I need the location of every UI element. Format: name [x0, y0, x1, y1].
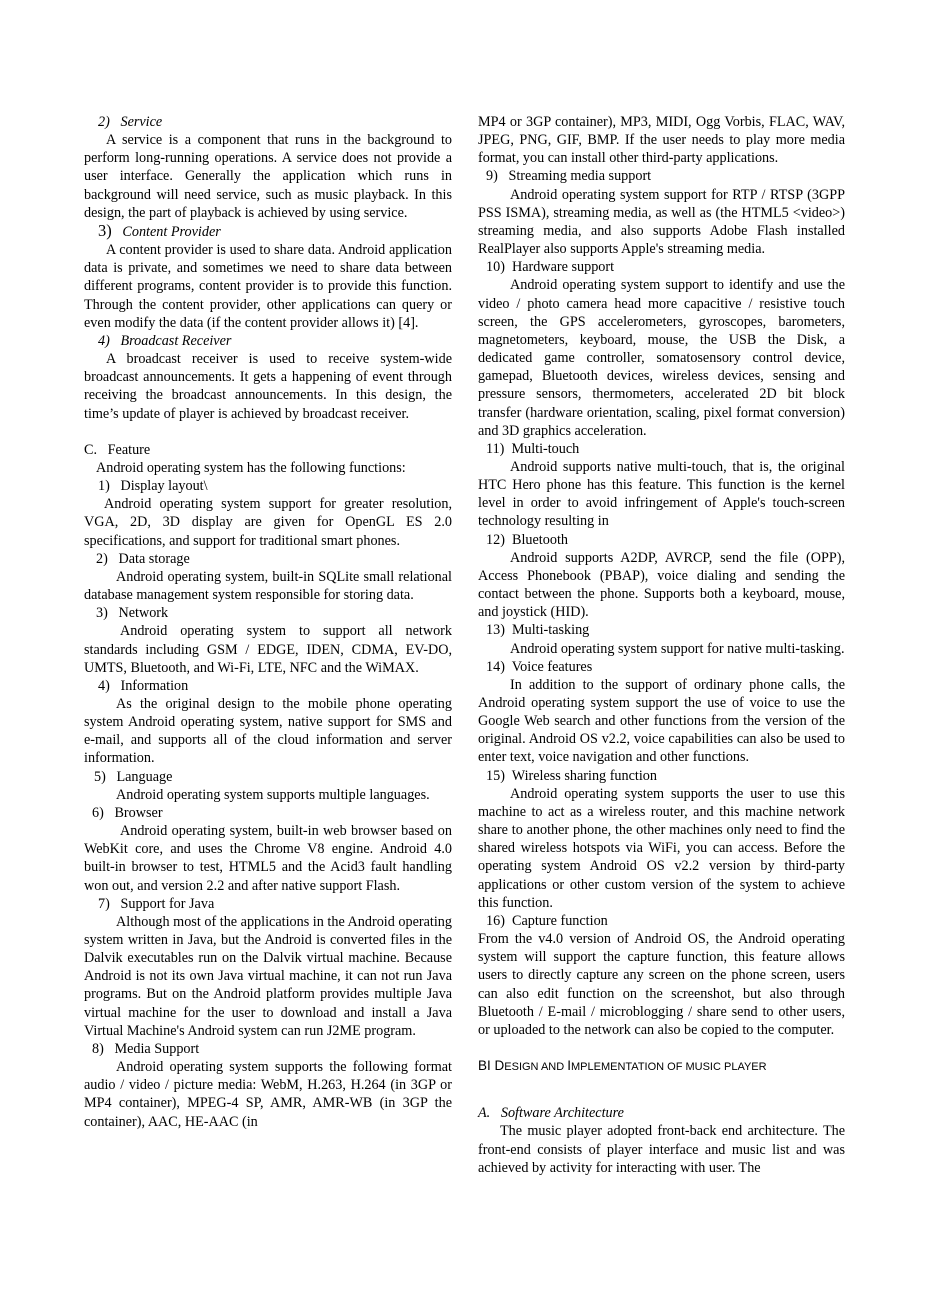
heading-number: 11)	[486, 440, 505, 457]
subsection-heading	[478, 658, 845, 676]
subsection-heading	[84, 113, 452, 131]
subsection-heading	[478, 167, 845, 185]
subsection-heading	[84, 804, 452, 822]
heading-title: Hardware support	[512, 259, 615, 276]
subsection-heading	[84, 441, 452, 459]
heading-title: Software Architecture	[500, 1105, 624, 1122]
subsection-heading	[84, 477, 452, 495]
section-heading-part: I	[567, 1058, 571, 1074]
heading-title: Browser	[114, 804, 163, 821]
heading-title: Multi-tasking	[512, 622, 590, 639]
subsection-heading	[84, 768, 452, 786]
heading-title: Display layout\	[120, 478, 208, 495]
spacer	[478, 1076, 845, 1104]
heading-title: Content Provider	[122, 223, 221, 240]
section-heading-part: MPLEMENTATION OF MUSIC PLAYER	[571, 1061, 767, 1074]
heading-number: C.	[84, 441, 98, 458]
heading-title: Network	[118, 605, 169, 622]
heading-title: Service	[120, 114, 163, 130]
paragraph: From the v4.0 version of Android OS, the Android operating system will support the capture function, this feature allows users to directly capture any screen on the phone screen, users can also edit function on the screenshot, but also through Bluetooth / E-mail / microblogging / share send to other users, or uploaded to the network can also be copied to the computer.	[478, 931, 845, 1038]
spacer	[84, 423, 452, 441]
heading-number: 16)	[486, 912, 505, 929]
section-heading-part: ESIGN AND	[504, 1061, 568, 1074]
spacer	[478, 1039, 845, 1057]
heading-title: Information	[120, 677, 189, 694]
heading-title: Media Support	[114, 1040, 200, 1057]
heading-title: Capture function	[512, 912, 608, 929]
heading-number: 15)	[486, 767, 505, 784]
section-heading-part: BI D	[478, 1058, 505, 1074]
section-heading	[478, 1057, 845, 1076]
heading-title: Data storage	[118, 550, 190, 567]
paragraph: A service is a component that runs in the background to perform long-running operations. A service does not provide a user interface. Generally the application which runs in background will need service, such as music playback. In this design, the part of playback is achieved by using service.	[84, 132, 452, 221]
heading-number: 3)	[96, 605, 108, 622]
paragraph: Android operating system supports the following format audio / video / picture media: WebM, H.263, H.264 (in 3GP or MP4 container), MPEG-4 SP, AMR, AMR-WB (in 3GP the container), AAC, HE-AAC (in	[84, 1059, 452, 1130]
paragraph: In addition to the support of ordinary phone calls, the Android operating system support the use of voice to use the Google Web search and other functions from the version of the original. Android OS v2.2, voice capabilities can also be used to enter text, voice navigation and other functions.	[478, 676, 845, 766]
subsection-heading	[478, 767, 845, 785]
subsection-heading	[84, 604, 452, 622]
heading-number: 12)	[486, 531, 505, 548]
subsection-heading	[84, 1040, 452, 1058]
heading-number: 6)	[92, 804, 104, 821]
heading-number: 10)	[486, 259, 505, 276]
heading-title: Broadcast Receiver	[120, 332, 232, 349]
heading-title: Streaming media support	[508, 168, 652, 185]
left-column	[84, 113, 452, 1131]
paragraph: Android supports A2DP, AVRCP, send the file (OPP), Access Phonebook (PBAP), voice dialing and sending the contact between the phone. Supports both a keyboard, mouse, and joystick (HID).	[478, 549, 845, 621]
heading-number: 7)	[98, 895, 110, 912]
paragraph: Android operating system to support all network standards including GSM / EDGE, IDEN, CDMA, EV-DO, UMTS, Bluetooth, and Wi-Fi, LTE, NFC and the WiMAX.	[84, 623, 452, 676]
subsection-heading	[84, 677, 452, 695]
subsection-heading	[478, 440, 845, 458]
heading-title: Voice features	[511, 658, 593, 675]
paragraph: Although most of the applications in the Android operating system written in Java, but the Android is converted files in the Dalvik executables run on the Dalvik virtual machine. Because Android is not its own Java virtual machine, it can not run Java programs. But on the Android platform provides multiple Java virtual machine for the user to download and install a Java Virtual Machine's Android system can run J2ME program.	[84, 913, 452, 1039]
heading-number: 5)	[94, 768, 106, 785]
paragraph: Android operating system, built-in SQLite small relational database management system responsible for storing data.	[84, 568, 452, 604]
paragraph: A content provider is used to share data. Android application data is private, and sometimes we need to share data between different programs, content provider is to provide this function. Through the content provider, other applications can query or even modify the data (if the content provider allows it) [4].	[84, 242, 452, 331]
paragraph: Android operating system, built-in web browser based on WebKit core, and uses the Chrome V8 engine. Android 4.0 built-in browser to test, HTML5 and the Acid3 fault handling won out, and version 2.2 and after native support Flash.	[84, 823, 452, 894]
heading-number: 14)	[486, 658, 505, 675]
paragraph: Android operating system support to identify and use the video / photo camera head more capacitive / resistive touch screen, the GPS accelerometers, gyroscopes, barometers, magnetometers, keyboard, mouse, the USB the Disk, a dedicated game controller, somatosensory control device, gamepad, Bluetooth devices, wireless devices, sensing and pressure sensors, thermometers, accelerated 2D bit block transfer (hardware orientation, scaling, pixel format conversion) and 3D graphics acceleration.	[478, 277, 845, 439]
heading-number: 4)	[98, 677, 110, 694]
paragraph: Android operating system has the following functions:	[96, 459, 406, 476]
subsection-heading	[84, 332, 452, 350]
paragraph: A broadcast receiver is used to receive system-wide broadcast announcements. It gets a happening of event through receiving the broadcast announcements. In this design, the time’s update of player is achieved by broadcast receiver.	[84, 351, 452, 422]
paragraph: Android operating system supports multiple languages.	[116, 786, 430, 803]
paragraph: Android operating system supports the user to use this machine to act as a wireless router, and this machine network share to another phone, the other machines only need to find the shared wireless hotspots via WiFi, you can access. Before the operating system Android OS v2.2 version by third-party applications or other custom version of the system to achieve this function.	[478, 785, 845, 911]
paragraph: Android operating system support for native multi-tasking.	[510, 640, 845, 657]
heading-title: Bluetooth	[512, 531, 568, 548]
paragraph: Android operating system support for RTP / RTSP (3GPP PSS ISMA), streaming media, as well as (the HTML5 <video>) streaming media, and also supports Adobe Flash installed RealPlayer also supports Apple's streaming media.	[478, 186, 845, 258]
subsection-heading	[84, 222, 452, 241]
subsection-heading	[478, 1104, 845, 1122]
heading-number: 13)	[486, 622, 505, 639]
paragraph: Android operating system support for greater resolution, VGA, 2D, 3D display are given for OpenGL ES 2.0 specifications, and support for traditional smart phones.	[84, 496, 452, 549]
heading-title: Wireless sharing function	[511, 767, 657, 784]
subsection-heading	[478, 621, 845, 639]
heading-number: A.	[478, 1105, 491, 1122]
heading-title: Support for Java	[120, 895, 215, 912]
heading-number: 2)	[96, 550, 108, 567]
heading-title: Language	[116, 768, 173, 785]
subsection-heading	[84, 550, 452, 568]
heading-number: 3)	[98, 220, 112, 240]
heading-number: 4)	[98, 332, 110, 349]
paragraph: The music player adopted front-back end architecture. The front-end consists of player interface and music list and was achieved by activity for interacting with user. The	[478, 1123, 845, 1176]
paragraph: As the original design to the mobile phone operating system Android operating system, native support for SMS and e-mail, and supports all of the cloud information and server information.	[84, 695, 452, 767]
right-column	[478, 113, 845, 1177]
heading-title: Multi-touch	[511, 440, 580, 457]
subsection-heading	[84, 895, 452, 913]
paragraph: Android supports native multi-touch, that is, the original HTC Hero phone has this feature. This function is the kernel level in order to avoid infringement of Apple's touch-screen technology resulting in	[478, 458, 845, 530]
subsection-heading	[478, 531, 845, 549]
heading-number: 8)	[92, 1040, 104, 1057]
subsection-heading	[478, 258, 845, 276]
heading-number: 9)	[486, 168, 498, 185]
paragraph: MP4 or 3GP container), MP3, MIDI, Ogg Vorbis, FLAC, WAV, JPEG, PNG, GIF, BMP. If the user needs to play more media format, you can install other third-party applications.	[478, 114, 845, 167]
subsection-heading	[478, 912, 845, 930]
heading-title: Feature	[107, 441, 151, 458]
heading-number: 2)	[98, 114, 110, 130]
heading-number: 1)	[98, 478, 110, 495]
